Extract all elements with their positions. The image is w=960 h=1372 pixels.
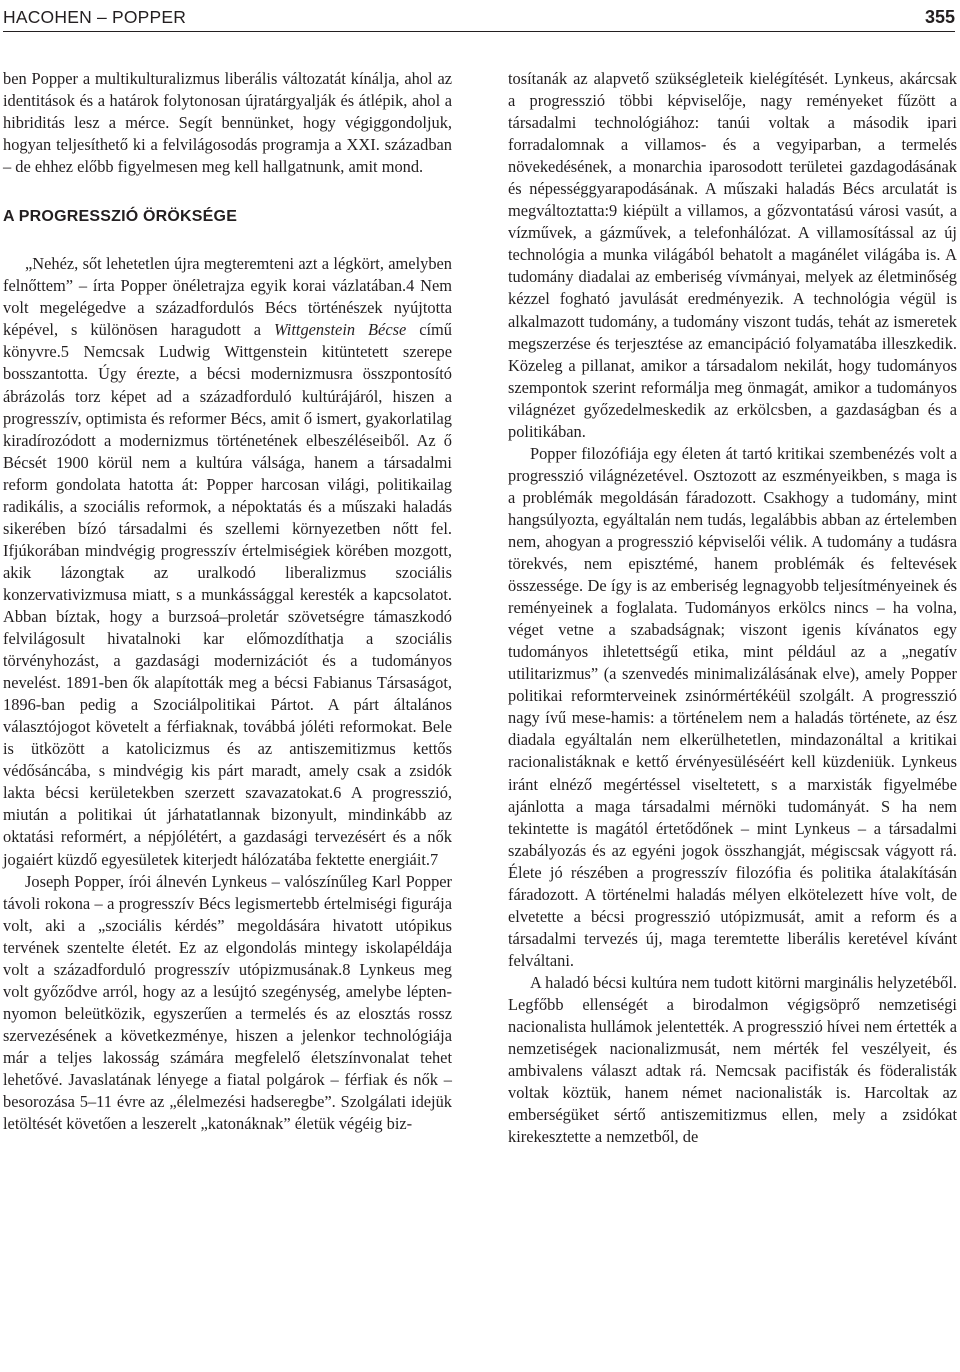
page-number: 355 — [924, 7, 955, 27]
paragraph-lynkeus: Joseph Popper, írói álnevén Lynkeus – valószínűleg Karl Popper távoli rokona – a progresszív Bécs legismertebb értelmiségi figurája volt, aki a „szociális kérdés” megoldására hivatott utópikus tervének szentelte életét. Ez az elgondolás mintegy iskolapéldája volt a századforduló progresszív utópizmusának.8 Lynkeus meg volt győződve arról, hogy az a lesújtó szegénység, amelybe lépten-nyomon beleütközik, egyszerűen a termelés és az elosztás rossz szervezésének a következménye, hiszen a jelenkor technológiája már a teljes lakosság számára megfelelő életszínvonalat tehet lehetővé. Javaslatának lényege a fiatal polgárok – férfiak és nők – besorozása 5–11 évre az „élelmezési hadseregbe”. Szolgálati idejük letöltését követően a leszerelt „katonáknak” életük végéig biz- — [3, 871, 452, 1134]
running-title: HACOHEN – POPPER — [3, 7, 187, 27]
book-title: Wittgenstein Bécse — [274, 320, 407, 340]
paragraph-technology: tosítanák az alapvető szükségleteik kielégítését. Lynkeus, akárcsak a progresszió többi képviselője, nagy reményeket fűzött a társadalmi technológiához: tanúi voltak a második ipari forradalomnak a villamos- és a vegyiparban, a termelés növekedésének, a monarchia iparosodott területei gazdagodásának és népességgyarapodásának. A műszaki haladás Bécs arculatát is megváltoztatta:9 kiépült a villamos, a gőzvontatású városi vasút, a vízművek, a gázművek, a telefonhálózat. A villamosítással az új technológia a munka világából behatolt a magánélet világába is. A tudomány diadalai az emberiség vívmányai, melyek az életminőség kézzel fogható javulását eredményezik. A technológia végül is alkalmazott tudomány, a tudomány viszont tudás, tehát az ismeretek megszerzése és terjesztése az emancipáció folyamatába illeszkedik. Közeleg a pillanat, amikor a társadalom nekilát, hogy tudományos szempontok szerint reformálja meg önmagát, amikor a tudományos világnézet győzedelmeskedik az erkölcsben, a gazdaságban és a politikában. — [508, 69, 957, 441]
left-column — [3, 68, 452, 1135]
paragraph-vienna-part-2: című könyvre.5 Nemcsak Ludwig Wittgenstein kitüntetett szerepe bosszantotta. Úgy érezte, a bécsi modernizmusra összpontosító ábrázolás torz képet ad a századforduló kultúrájáról, hiszen a progresszív, optimista és reformer Bécs, amit ő ismert, gyakorlatilag kiradírozódott a modernizmus történetének elbeszéléseiből. Az ő Bécsét 1900 körül nem a kultúra válsága, hanem a társadalmi reform gondolata hatotta át: Popper harcosan világi, politikailag radikális, a szociális reformok, a népoktatás és a műszaki haladás sikerében bízó társadalmi és szellemi környezetben nőtt fel. Ifjúkorában mindvégig progresszív értelmiségiek körében mozgott, akik lázongtak az uralkodó liberalizmus szociális konzervativizmusa miatt, s a munkássággal keresték a kapcsolatot. Abban bíztak, hogy a burzsoá–proletár szövetségre támaszkodó felvilágosult hivatalnoki kar előmozdíthatja a szociális törvényhozást, a gazdasági modernizációt és a tudományos nevelést. 1891-ben ők alapították meg a bécsi Fabianus Társaságot, 1896-ban pedig a Szociálpolitikai Pártot. A párt általános választójogot követelt a férfiaknak, továbbá jóléti reformokat. Bele is ütközött a katolicizmus és az antiszemitizmus kettős védősáncába, s mindvégig kis párt maradt, amely csak a zsidók lakta bécsi kerületekben szerzett szavazatokat.6 A progresszió, miután a politikai út járhatatlannak bizonyult, mindinkább az oktatási reformért, a népjólétért, a gazdasági tervezésért és a nők jogaiért küzdő egyesületek kiterjedt hálózatába fektette energiáit.7 — [3, 320, 452, 869]
paragraph-intro: ben Popper a multikulturalizmus liberális változatát kínálja, ahol az identitások és a határok folytonosan újratárgyalják és átlépik, ahol a hibriditás lesz a mérce. Segít bennünket, hogy végiggondoljuk, hogyan teljesíthető ki a felvilágosodás programja a XXI. században – de ehhez előbb figyelmesen meg kell hallgatnunk, amit mond. — [3, 69, 452, 177]
paragraph-nationalism: A haladó bécsi kultúra nem tudott kitörni marginális helyzetéből. Legfőbb ellenségét a birodalmon végigsöprő nemzetiségi nacionalista hullámok jelentették. A progresszió hívei nem értették a nemzetiségek nacionalizmusát, nem mérték fel veszélyeit, és ambivalens választ adtak rá. Nemcsak pacifisták és föderalisták voltak köztük, hanem német nacionalisták is. Harcoltak az emberségüket sértő antiszemitizmus ellen, mely a zsidókat kirekesztette a nemzetből, de — [508, 972, 957, 1147]
paragraph-philosophy: Popper filozófiája egy életen át tartó kritikai szembenézés volt a progresszió világnézetével. Osztozott az eszményeikben, s maga is a problémák megoldásán fáradozott. Csakhogy a tudomány, mint hangsúlyozta, egyáltalán nem tudás, legalábbis abban az értelemben nem, ahogyan a progresszió képviselői vélik. A tudomány a tudásra törekvés, nem episztémé, hanem problémák és feltevések összessége. De így is az emberiség legnagyobb teljesítményeinek és reményeinek a foglalata. Tudományos erkölcs nincs – ha volna, véget vetne a szabadságnak; viszont igenis kívánatos egy tudományos ihletettségű etika, mint például az a „negatív utilitarizmus” (a szenvedés minimalizálásának elve), amely Popper politikai reformterveinek zsinórmértékéül szolgált. A progresszió nagy ívű mese-hamis: a történelem nem a haladás története, az ész diadala egyáltalán nem elkerülhetetlen, mindazonáltal a kritikai racionalistáknak e kettő érvényesüléséért kell küzdeniük. Lynkeus iránt elnéző megértéssel viseltetett, s a marxisták figyelmébe ajánlotta a maga társadalmi mérnöki tudományát. S ha nem tekintette is magától értetődőnek – mint Lynkeus – a társadalmi szabályozás és az egyéni jogok összhangját, mégiscsak vágyott rá. Élete jó részében a progresszív filozófia és politika átalakításán fáradozott. A történelmi haladás mélyen elkötelezett híve volt, de elvetette a bécsi progresszió utópizmusát, amit a reform és a társadalmi tervezés új, maga teremtette liberális keretével kívánt felváltani. — [508, 443, 957, 970]
section-heading: A PROGRESSZIÓ ÖRÖKSÉGE — [3, 208, 238, 226]
right-column — [508, 68, 957, 1148]
paragraph-vienna-part-1: „Nehéz, sőt lehetetlen újra megteremteni azt a légkört, amelyben felnőttem” – írta Popper önéletrajza egyik korai vázlatában.4 Nem volt megelégedve a századfordulós Bécs történészek nyújtotta képével, s különösen haragudott a — [3, 254, 452, 340]
running-header — [3, 4, 955, 32]
paragraph-vienna — [3, 253, 452, 870]
